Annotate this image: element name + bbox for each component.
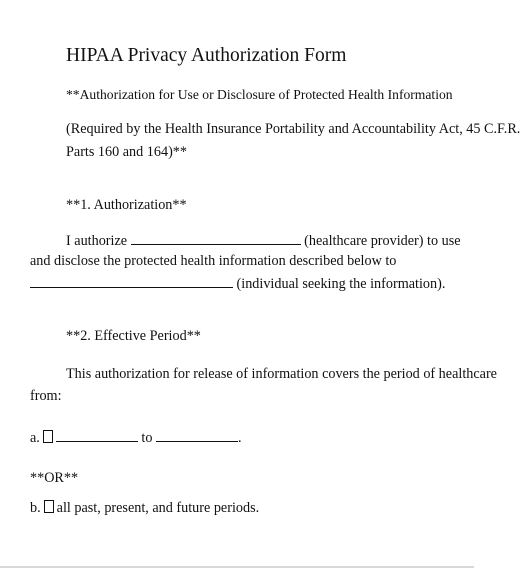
option-b-checkbox[interactable] <box>44 500 54 513</box>
section-1-heading: **1. Authorization** <box>66 197 187 213</box>
option-b <box>30 500 259 515</box>
authorization-line-3 <box>30 275 445 291</box>
healthcare-provider-blank[interactable] <box>131 232 301 245</box>
start-date-blank[interactable] <box>56 429 138 442</box>
authorize-prefix: I authorize <box>66 233 128 249</box>
bottom-divider <box>0 566 474 568</box>
option-a <box>30 429 242 445</box>
authorize-suffix: (healthcare provider) to use <box>304 233 461 249</box>
option-a-end: . <box>238 430 242 446</box>
option-b-label: b. <box>30 500 41 516</box>
section-2-heading: **2. Effective Period** <box>66 328 201 344</box>
option-b-text: all past, present, and future periods. <box>56 500 260 516</box>
individual-blank[interactable] <box>30 275 233 288</box>
required-note-line-2: Parts 160 and 164)** <box>66 144 187 160</box>
option-a-checkbox[interactable] <box>43 430 53 443</box>
period-line-2: from: <box>30 388 62 404</box>
option-a-label: a. <box>30 430 40 446</box>
option-a-to: to <box>141 430 153 446</box>
individual-suffix: (individual seeking the information). <box>236 276 446 292</box>
form-subtitle: **Authorization for Use or Disclosure of Protected Health Information <box>66 87 453 102</box>
form-title: HIPAA Privacy Authorization Form <box>66 45 347 66</box>
or-separator: **OR** <box>30 470 79 486</box>
end-date-blank[interactable] <box>156 429 238 442</box>
authorization-line-1 <box>66 232 461 248</box>
required-note-line-1: (Required by the Health Insurance Portability and Accountability Act, 45 C.F.R. <box>66 121 520 137</box>
period-line-1: This authorization for release of information covers the period of healthcare <box>66 366 497 382</box>
authorization-line-2: and disclose the protected health information described below to <box>30 253 397 269</box>
